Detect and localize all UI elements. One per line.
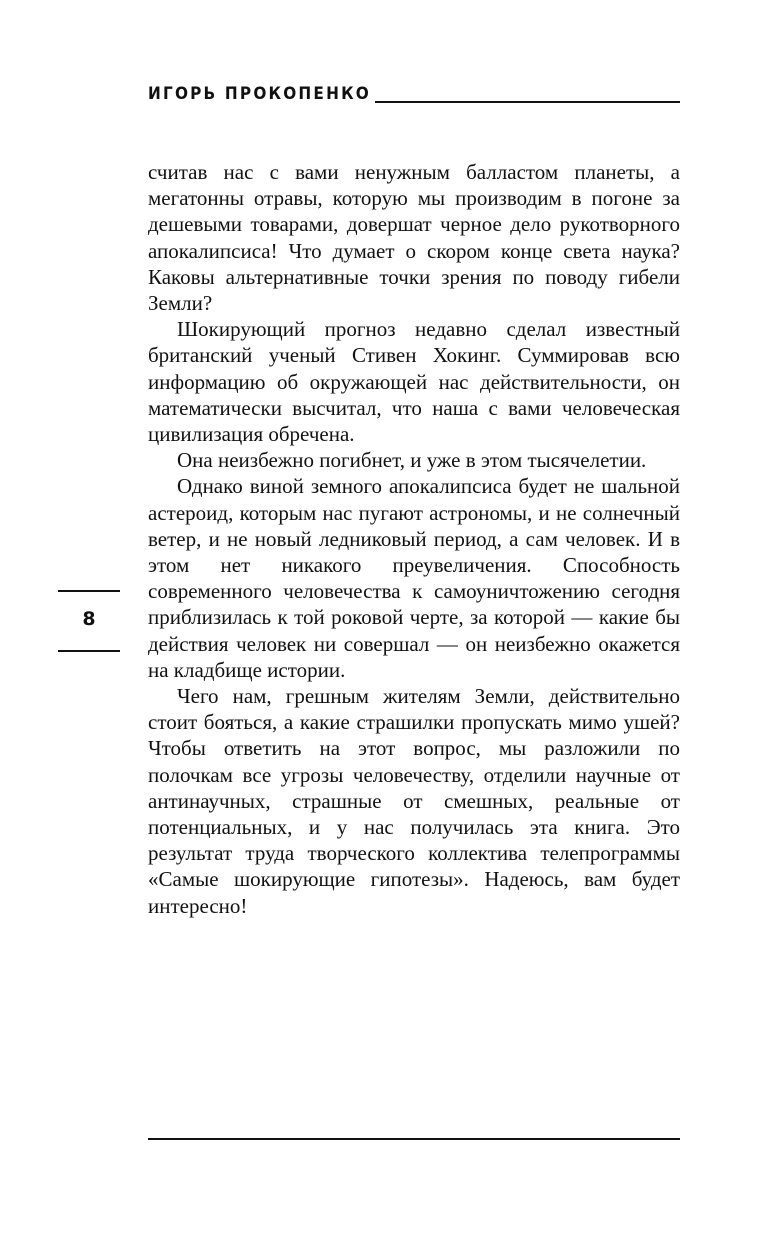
- footer-rule: [148, 1138, 680, 1140]
- paragraph: Однако виной земного апокалипсиса будет не шальной астероид, которым нас пугают астрономы, и не солнечный ветер, и не новый ледниковый период, а сам человек. И в этом нет никакого преувеличения. Способность современного человечества к самоуничтожению сегодня приблизилась к той роковой черте, за которой — какие бы действия человек ни совершал — он неизбежно окажется на кладбище истории.: [148, 474, 680, 682]
- paragraph: Чего нам, грешным жителям Земли, действительно стоит бояться, а какие страшилки пропускать мимо ушей? Чтобы ответить на этот вопрос, мы разложили по полочкам все угрозы человечеству, отделили научные от антинаучных, страшные от смешных, реальные от потенциальных, и у нас получилась эта книга. Это результат труда творческого коллектива телепрограммы «Самые шокирующие гипотезы». Надеюсь, вам будет интересно!: [148, 684, 680, 918]
- running-header: [148, 84, 680, 106]
- author-name: ИГОРЬ ПРОКОПЕНКО: [148, 84, 375, 104]
- paragraph: Она неизбежно погибнет, и уже в этом тысячелетии.: [177, 448, 647, 473]
- paragraph: Шокирующий прогноз недавно сделал известный британский ученый Стивен Хокинг. Суммировав всю информацию об окружающей нас действительности, он математически высчитал, что наша с вами человеческая цивилизация обречена.: [148, 317, 680, 447]
- body-text: [148, 159, 680, 919]
- paragraph-continued: считав нас с вами ненужным балластом планеты, а мегатонны отравы, которую мы производим в погоне за дешевыми товарами, довершат черное дело рукотворного апокалипсиса! Что думает о скором конце света наука? Каковы альтернативные точки зрения по поводу гибели Земли?: [148, 160, 680, 316]
- page-number: 8: [82, 608, 96, 630]
- page-number-rule-bottom: [58, 650, 120, 652]
- page-number-marker: [58, 590, 120, 652]
- page-number-rule-top: [58, 590, 120, 592]
